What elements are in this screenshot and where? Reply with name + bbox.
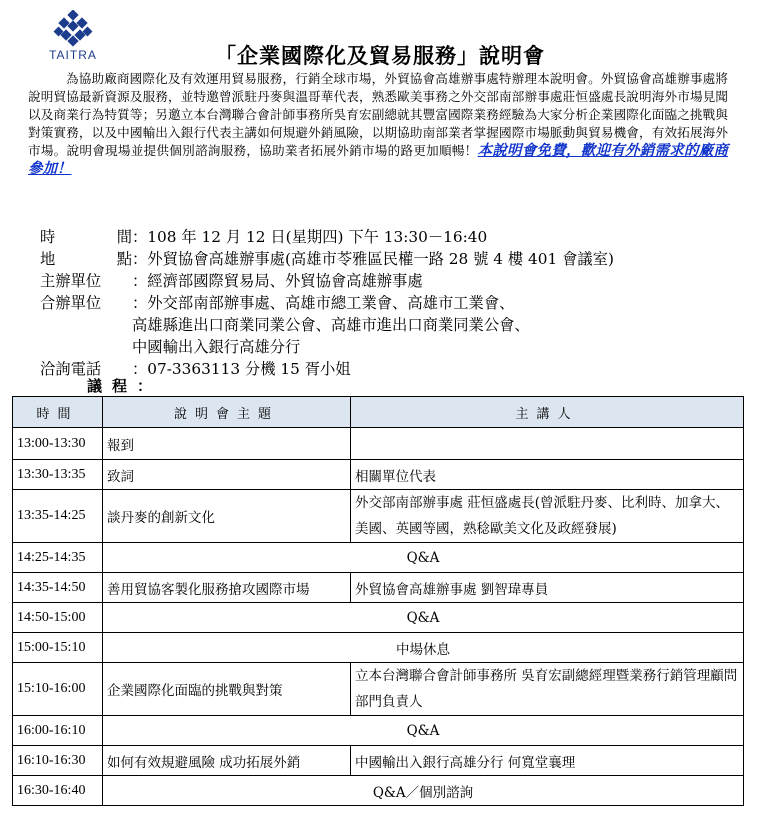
row-time: 14:50-15:00 — [13, 603, 103, 633]
table-row — [13, 776, 744, 806]
row-time: 16:00-16:10 — [13, 716, 103, 746]
table-row — [13, 746, 744, 776]
row-time: 15:00-15:10 — [13, 633, 103, 663]
co-organizer-value-1: ：外交部南部辦事處、高雄市總工業會、高雄市工業會、 — [132, 294, 515, 312]
row-merged: Q&A — [103, 716, 744, 746]
table-row — [13, 490, 744, 543]
info-time-row — [40, 226, 614, 248]
intro-paragraph — [28, 70, 728, 178]
time-label-2: 間 — [116, 228, 132, 246]
contact-label: 洽詢電話 — [40, 360, 102, 378]
page-title: 「企業國際化及貿易服務」說明會 — [215, 43, 545, 68]
organizer-value: ：經濟部國際貿易局、外貿協會高雄辦事處 — [132, 272, 423, 290]
row-merged: Q&A — [103, 603, 744, 633]
contact-value: ：07-3363113 分機 15 胥小姐 — [132, 360, 351, 378]
co-organizer-label: 合辦單位 — [40, 294, 102, 312]
table-row — [13, 428, 744, 460]
place-label-2: 點 — [116, 250, 132, 268]
intro-body: 為協助廠商國際化及有效運用貿易服務，行銷全球市場，外貿協會高雄辦事處特辦理本說明會。外貿協會高雄辦事處將說明貿協最新資源及服務，並特邀曾派駐丹麥與溫哥華代表，熟悉歐美事務之外交部南部辦事處莊恒盛處長說明海外市場見聞以及商業行為特質等；另邀立本台灣聯合會計師事務所吳育宏副總就其豐富國際業務經驗為大家分析企業國際化面臨之挑戰與對策實務，以及中國輸出入銀行代表主講如何規避外銷風險，以期協助南部業者掌握國際市場脈動與貿易機會，有效拓展海外市場。說明會現場並提供個別諮詢服務，協助業者拓展外銷市場的路更加順暢！ — [28, 71, 728, 158]
agenda-header-row — [13, 397, 744, 428]
row-time: 14:35-14:50 — [13, 573, 103, 603]
row-time: 15:10-16:00 — [13, 663, 103, 716]
row-speaker: 相關單位代表 — [351, 460, 744, 490]
row-time: 16:30-16:40 — [13, 776, 103, 806]
row-merged: Q&A — [103, 543, 744, 573]
place-value: ：外貿協會高雄辦事處(高雄市苓雅區民權一路 28 號 4 樓 401 會議室) — [132, 250, 614, 268]
header-time: 時間 — [13, 397, 103, 428]
row-topic: 如何有效規避風險 成功拓展外銷 — [103, 746, 351, 776]
header-speaker: 主講人 — [351, 397, 744, 428]
logo-text: TAITRA — [49, 48, 97, 62]
co-organizer-value-3: 中國輸出入銀行高雄分行 — [132, 338, 301, 356]
row-speaker: 立本台灣聯合會計師事務所 吳育宏副總經理暨業務行銷管理顧問部門負責人 — [351, 663, 744, 716]
table-row — [13, 716, 744, 746]
row-time: 13:00-13:30 — [13, 428, 103, 460]
organizer-label: 主辦單位 — [40, 272, 102, 290]
agenda-label: 議程： — [87, 377, 163, 395]
free-admission-link[interactable]: 本說明會免費，歡迎有外銷需求的廠商參加！ — [28, 142, 729, 177]
table-row — [13, 460, 744, 490]
row-time: 14:25-14:35 — [13, 543, 103, 573]
table-row — [13, 573, 744, 603]
row-speaker: 中國輸出入銀行高雄分行 何寬堂襄理 — [351, 746, 744, 776]
row-speaker — [351, 428, 744, 460]
row-speaker: 外交部南部辦事處 莊恒盛處長(曾派駐丹麥、比利時、加拿大、美國、英國等國，熟稔歐美文化及政經發展) — [351, 490, 744, 543]
place-label-1: 地 — [40, 250, 56, 268]
row-topic: 企業國際化面臨的挑戰與對策 — [103, 663, 351, 716]
table-row — [13, 603, 744, 633]
row-merged: 中場休息 — [103, 633, 744, 663]
table-row — [13, 633, 744, 663]
row-speaker: 外貿協會高雄辦事處 劉智瑋專員 — [351, 573, 744, 603]
time-value: ：108 年 12 月 12 日(星期四) 下午 13:30－16:40 — [132, 228, 488, 246]
event-info — [40, 226, 614, 380]
info-co-organizer-row-2 — [40, 314, 614, 336]
info-organizer-row — [40, 270, 614, 292]
co-organizer-value-2: 高雄縣進出口商業同業公會、高雄市進出口商業同業公會、 — [132, 316, 530, 334]
row-time: 13:30-13:35 — [13, 460, 103, 490]
row-topic: 報到 — [103, 428, 351, 460]
row-merged: Q&A／個別諮詢 — [103, 776, 744, 806]
row-time: 16:10-16:30 — [13, 746, 103, 776]
table-row — [13, 663, 744, 716]
info-co-organizer-row — [40, 292, 614, 314]
row-topic: 致詞 — [103, 460, 351, 490]
info-co-organizer-row-3 — [40, 336, 614, 358]
header-topic: 說明會主題 — [103, 397, 351, 428]
time-label-1: 時 — [40, 228, 56, 246]
table-row — [13, 543, 744, 573]
row-topic: 談丹麥的創新文化 — [103, 490, 351, 543]
agenda-table — [12, 396, 744, 806]
row-time: 13:35-14:25 — [13, 490, 103, 543]
info-place-row — [40, 248, 614, 270]
row-topic: 善用貿協客製化服務搶攻國際市場 — [103, 573, 351, 603]
